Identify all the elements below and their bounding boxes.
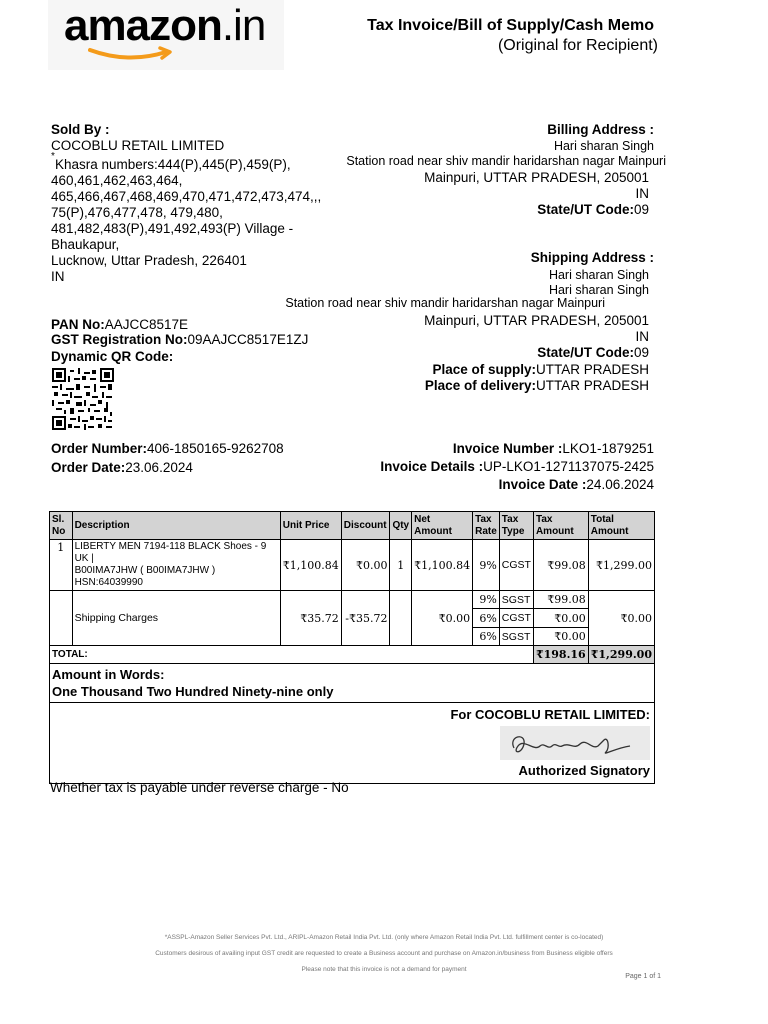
page-number: Page 1 of 1 (625, 973, 661, 980)
cell-tax-rate: 6% (473, 628, 500, 646)
col-header: Description (72, 512, 280, 540)
amount-in-words-row (50, 664, 655, 703)
shipping-state-code: State/UT Code:09 (537, 345, 649, 360)
place-of-delivery: Place of delivery:UTTAR PRADESH (424, 378, 649, 393)
col-header: Unit Price (280, 512, 341, 540)
col-header: Tax Amount (533, 512, 588, 540)
order-number: Order Number:406-1850165-9262708 (51, 441, 284, 456)
shipping-country: IN (635, 329, 649, 344)
billing-state-code: State/UT Code:09 (537, 202, 649, 217)
billing-city: Mainpuri, UTTAR PRADESH, 205001 (424, 170, 649, 185)
total-amount: ₹1,299.00 (588, 646, 654, 664)
table-row (50, 628, 655, 646)
shipping-name: Hari sharan Singh (548, 283, 649, 297)
invoice-date: Invoice Date :24.06.2024 (498, 477, 654, 492)
cell-tax-type: CGST (499, 609, 533, 628)
total-tax: ₹198.16 (533, 646, 588, 664)
table-row (50, 609, 655, 628)
sold-by-label: Sold By : (51, 122, 110, 137)
amazon-logo: amazon.in (64, 1, 266, 50)
col-header: Discount (341, 512, 390, 540)
invoice-subtitle: (Original for Recipient) (497, 37, 658, 54)
table-row (50, 540, 655, 591)
footer-disclaimer: *ASSPL-Amazon Seller Services Pvt. Ltd., ARIPL-Amazon Retail India Pvt. Ltd. (only where Amazon Retail India Pvt. Ltd. fulfillment center is co-located) (164, 934, 604, 941)
col-header: Sl. No (50, 512, 73, 540)
seller-address-line: Khasra numbers:444(P),445(P),459(P), (55, 157, 291, 172)
seller-address-line: Bhaukapur, (51, 237, 120, 252)
seller-address-line: Lucknow, Uttar Pradesh, 226401 (51, 253, 247, 268)
cell-discount: -₹35.72 (341, 609, 390, 628)
seller-name: COCOBLU RETAIL LIMITED (51, 138, 225, 153)
cell-tax-amount: ₹99.08 (533, 591, 588, 609)
table-header-row (50, 512, 655, 540)
invoice-number: Invoice Number :LKO1-1879251 (452, 441, 654, 456)
signatory-row (50, 703, 655, 784)
cell-sl: 1 (50, 540, 73, 591)
reverse-charge-note: Whether tax is payable under reverse charge - No (50, 780, 349, 795)
col-header: Tax Rate (473, 512, 500, 540)
cell-tax-rate: 9% (473, 591, 500, 609)
col-header: Qty (390, 512, 412, 540)
items-table (49, 511, 655, 784)
gst-number: GST Registration No:09AAJCC8517E1ZJ (51, 332, 309, 347)
cell-tax-type: SGST (499, 628, 533, 646)
cell-tax-amount: ₹0.00 (533, 628, 588, 646)
signatory-title: Authorized Signatory (518, 763, 650, 778)
pan-number: PAN No:AAJCC8517E (51, 317, 189, 332)
billing-address-label: Billing Address : (547, 122, 654, 137)
col-header: Tax Type (499, 512, 533, 540)
cell-total-amount: ₹1,299.00 (588, 540, 654, 591)
cell-description: Shipping Charges (72, 609, 280, 628)
amazon-smile-icon (88, 46, 178, 62)
table-total-row (50, 646, 655, 664)
signatory-company: For COCOBLU RETAIL LIMITED: (450, 707, 650, 722)
shipping-address-label: Shipping Address : (530, 250, 654, 265)
shipping-name: Hari sharan Singh (548, 268, 649, 282)
shipping-city: Mainpuri, UTTAR PRADESH, 205001 (424, 313, 649, 328)
cell-net-amount: ₹0.00 (412, 609, 473, 628)
col-header: Total Amount (588, 512, 654, 540)
cell-tax-amount: ₹99.08 (533, 540, 588, 591)
seller-address-line: 75(P),476,477,478, 479,480, (51, 205, 223, 220)
cell-tax-type: CGST (499, 540, 533, 591)
invoice-title: Tax Invoice/Bill of Supply/Cash Memo (367, 17, 654, 34)
cell-unit-price: ₹1,100.84 (280, 540, 341, 591)
signature-area (54, 723, 650, 763)
seller-address-line: 460,461,462,463,464, (51, 173, 183, 188)
footer-payment-note: Please note that this invoice is not a demand for payment (301, 966, 467, 973)
amount-in-words: Amount in Words: One Thousand Two Hundred Ninety-nine only (50, 664, 655, 703)
footer-gst-note: Customers desirous of availing input GST credit are requested to create a Business account and purchase on Amazon.in/business from Business eligible offers (155, 950, 613, 957)
qr-label: Dynamic QR Code: (51, 349, 174, 364)
signatory-cell (50, 703, 655, 784)
seller-address-line: 465,466,467,468,469,470,471,472,473,474,,, (51, 189, 322, 204)
cell-unit-price: ₹35.72 (280, 609, 341, 628)
billing-country: IN (635, 186, 649, 201)
cell-tax-rate: 9% (473, 540, 500, 591)
shipping-street: Station road near shiv mandir haridarshan nagar Mainpuri (285, 296, 605, 310)
cell-description: LIBERTY MEN 7194-118 BLACK Shoes - 9 UK | B00IMA7JHW ( B00IMA7JHW ) HSN:64039990 (72, 540, 280, 591)
qr-code-icon (52, 368, 114, 430)
col-header: Net Amount (412, 512, 473, 540)
cell-discount: ₹0.00 (341, 540, 390, 591)
seller-address-line: 481,482,483(P),491,492,493(P) Village - (51, 221, 294, 236)
order-date: Order Date:23.06.2024 (51, 460, 193, 475)
billing-street: Station road near shiv mandir haridarshan nagar Mainpuri (346, 154, 666, 168)
cell-tax-amount: ₹0.00 (533, 609, 588, 628)
seller-asterisk: * (51, 151, 55, 162)
total-label: TOTAL: (50, 646, 534, 664)
place-of-supply: Place of supply:UTTAR PRADESH (432, 362, 649, 377)
cell-net-amount: ₹1,100.84 (412, 540, 473, 591)
table-row (50, 591, 655, 609)
cell-total-amount: ₹0.00 (588, 609, 654, 628)
seller-address-line: IN (51, 269, 65, 284)
cell-tax-rate: 6% (473, 609, 500, 628)
cell-tax-type: SGST (499, 591, 533, 609)
invoice-details: Invoice Details :UP-LKO1-1271137075-2425 (380, 459, 654, 474)
cell-qty: 1 (390, 540, 412, 591)
signature-image (500, 726, 650, 760)
billing-name: Hari sharan Singh (553, 139, 654, 153)
